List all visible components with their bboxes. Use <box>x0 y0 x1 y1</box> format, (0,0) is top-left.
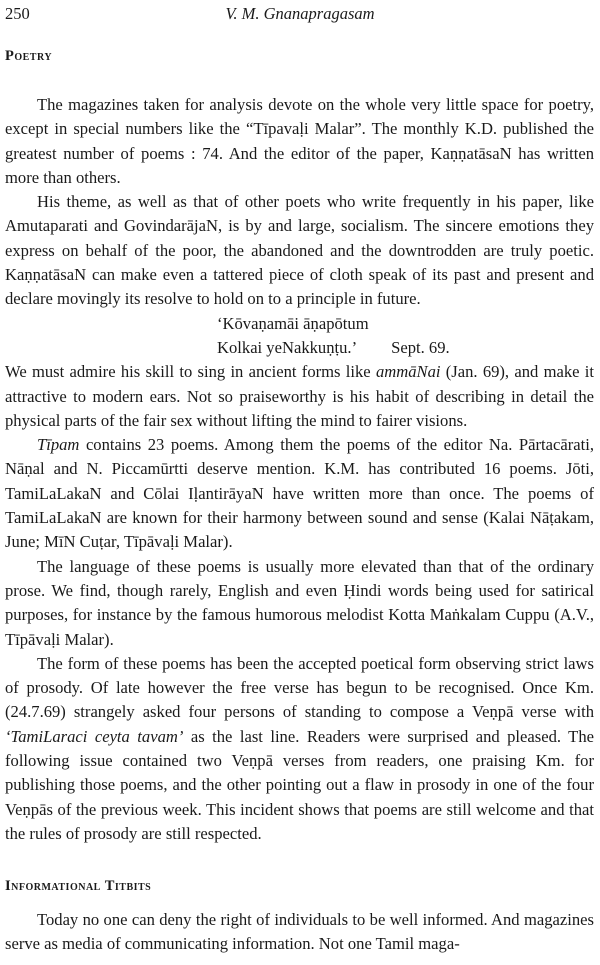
page-number: 250 <box>5 4 30 23</box>
italic-term: Tīpam <box>37 435 80 455</box>
paragraph-text: as the last line. Readers were surprised and pleased. The following issue contained two Veṇpā verses from readers, one praising Km. for publishing those poems, and the other pointing out a flaw in prosody in one of the four Veṇpās of the previous week. This incident shows that poems are still welcome and that the rules of prosody are still respected. <box>5 726 594 843</box>
paragraph-text: We must admire his skill to sing in ancient forms like <box>5 362 376 382</box>
paragraph <box>5 652 594 846</box>
paragraph: Today no one can deny the right of individuals to be well informed. And magazines serve as media of communicating information. Not one Tamil maga- <box>5 910 594 954</box>
verse-line: Kolkai yeNakkuṇṭu.’ <box>217 337 358 357</box>
verse-quotation <box>5 312 594 361</box>
paragraph: The language of these poems is usually more elevated than that of the ordinary prose. We find, though rarely, English and even Ḥindi words being used for satirical purposes, for instance by the famous humorous melodist Kotta Maṅkalam Cuppu (A.V., Tīpāvaḷi Malar). <box>5 556 594 649</box>
italic-term: ‘TamiLaraci ceyta tavam’ <box>5 726 184 746</box>
paragraph-text: The form of these poems has been the accepted poetical form observing strict laws of prosody. Of late however the free verse has begun to be recognised. Once Km. (24.7.69) strangely asked four persons of standing to compose a Veṇpā verse with <box>5 653 594 722</box>
paragraph-text: contains 23 poems. Among them the poems of the editor Na. Pārtacārati, Nāṇal and N. Piccamūrtti deserve mention. K.M. has contributed 16 poems. Jōti, TamiLaLakaN and Cōlai IḷantirāyaN have written more than once. The poems of TamiLaLakaN are known for their harmony between sound and sense (Kalai Nāṭakam, June; MīN Cuṭar, Tīpāvaḷi Malar). <box>5 435 594 552</box>
paragraph-text: (Jan. 69), and make it attractive to modern ears. Not so praiseworthy is his habit of describing in detail the physical parts of the fair sex without lifting the mind to fairer visions. <box>5 362 595 430</box>
paragraph <box>5 433 594 554</box>
running-head-author: V. M. Gnanapragasam <box>225 4 375 23</box>
section-heading-informational-titbits: Informational Titbits <box>5 878 152 894</box>
verse-date: Sept. 69. <box>391 337 450 357</box>
paragraph: His theme, as well as that of other poets who write frequently in his paper, like Amutaparati and GovindarājaN, is by and large, socialism. The sincere emotions they express on behalf of the poor, the abandoned and the downtrodden are truly poetic. KaṇṇatāsaN can make even a tattered piece of cloth speak of its past and present and declare movingly its resolve to hold on to a principle in future. <box>5 192 594 309</box>
verse-line-with-date <box>217 336 594 360</box>
verse-line: ‘Kōvaṇamāi āṇapōtum <box>217 313 369 333</box>
italic-term: ammāNai <box>375 362 441 382</box>
running-head <box>5 4 595 26</box>
informational-section-body <box>5 908 594 957</box>
paragraph <box>5 360 594 433</box>
poetry-section-body <box>5 93 594 846</box>
section-heading-poetry: Poetry <box>5 48 53 64</box>
paragraph: The magazines taken for analysis devote on the whole very little space for poetry, except in special numbers like the “Tīpavaḷi Malar”. The monthly K.D. published the greatest number of poems : 74. And the editor of the paper, KaṇṇatāsaN has written more than others. <box>5 95 594 187</box>
